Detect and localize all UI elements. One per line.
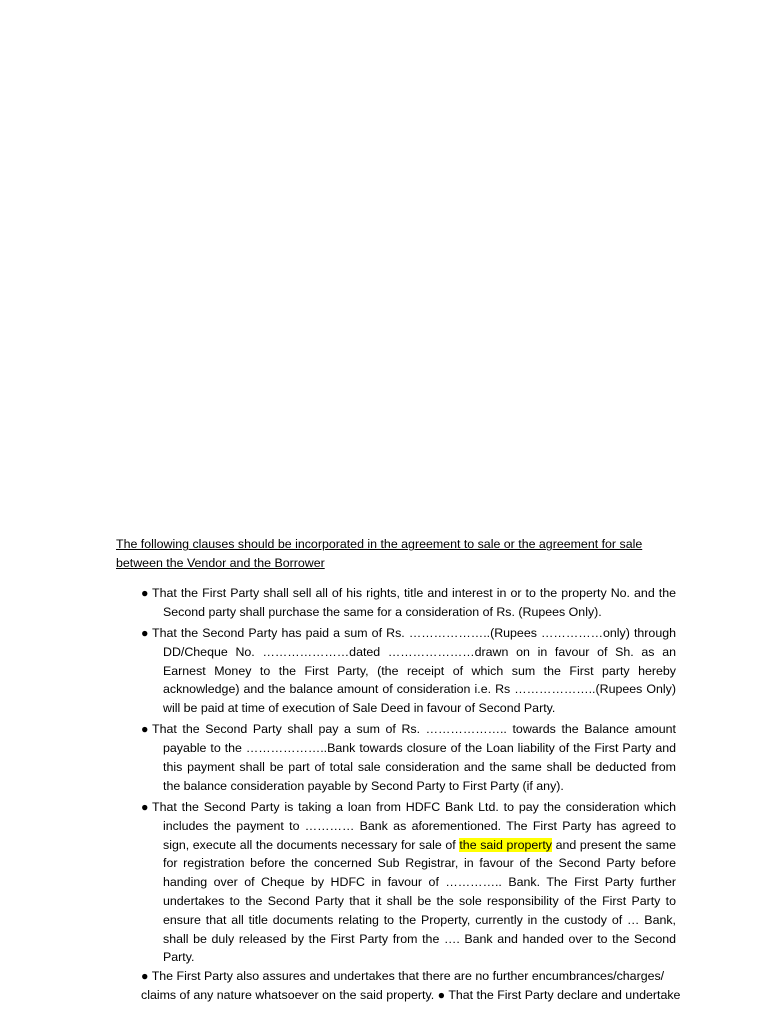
clause-text: That the First Party shall sell all of his rights, title and interest in or to the property No. and the Second party shall purchase the same for a consideration of Rs. (Rupees Only). — [152, 586, 676, 619]
trailing-paragraph — [141, 967, 681, 1005]
clause-text-after: and present the same for registration before the concerned Sub Registrar, in favour of the Second Party before handing over of Cheque by HDFC in favour of ………….. Bank. The First Party further undertakes to the Second Party that it shall be the sole responsibility of the First Party to ensure that all title documents relating to the Property, currently in the custody of … Bank, shall be duly released by the First Party from the …. Bank and handed over to the Second Party. — [163, 837, 677, 965]
clause-1 — [141, 584, 676, 622]
bullet-icon: ● — [141, 722, 149, 737]
highlighted-text: the said property — [459, 837, 553, 852]
clause-text: That the Second Party shall pay a sum of Rs. ……………….. towards the Balance amount payable to the ………………..Bank towards closure of the Loan liability of the First Party and this payment shall be part of total sale consideration and the same shall be deducted from the balance consideration payable by Second Party to First Party (if any). — [152, 722, 676, 793]
clause-list — [141, 584, 676, 970]
document-heading: The following clauses should be incorporated in the agreement to sale or the agreement for sale between the Vendor and the Borrower — [116, 537, 643, 571]
clause-text: That the Second Party has paid a sum of Rs. ………………..(Rupees ……………only) through DD/Cheque No. …………………dated …………………drawn on in favour of Sh. as an Earnest Money to the First Party, (the receipt of which sum the First party hereby acknowledge) and the balance amount of consideration i.e. Rs ………………..(Rupees Only) will be paid at time of execution of Sale Deed in favour of Second Party. — [152, 625, 676, 716]
clause-text-before: That the Second Party is taking a loan from HDFC Bank Ltd. to pay the consideration which includes the payment to ………… Bank as aforementioned. The First Party has agreed to sign, execute all the documents necessary for sale of — [152, 799, 676, 852]
bullet-icon: ● — [141, 625, 149, 640]
clause-2 — [141, 624, 676, 718]
clause-3 — [141, 720, 676, 795]
trailing-line-2: claims of any nature whatsoever on the said property. ● That the First Party declare and undertake — [141, 988, 681, 1002]
bullet-icon: ● — [141, 799, 149, 814]
bullet-icon: ● — [141, 586, 149, 600]
clause-4 — [141, 798, 676, 967]
trailing-line-1: ● The First Party also assures and undertakes that there are no further encumbrances/charges/ — [141, 969, 665, 983]
